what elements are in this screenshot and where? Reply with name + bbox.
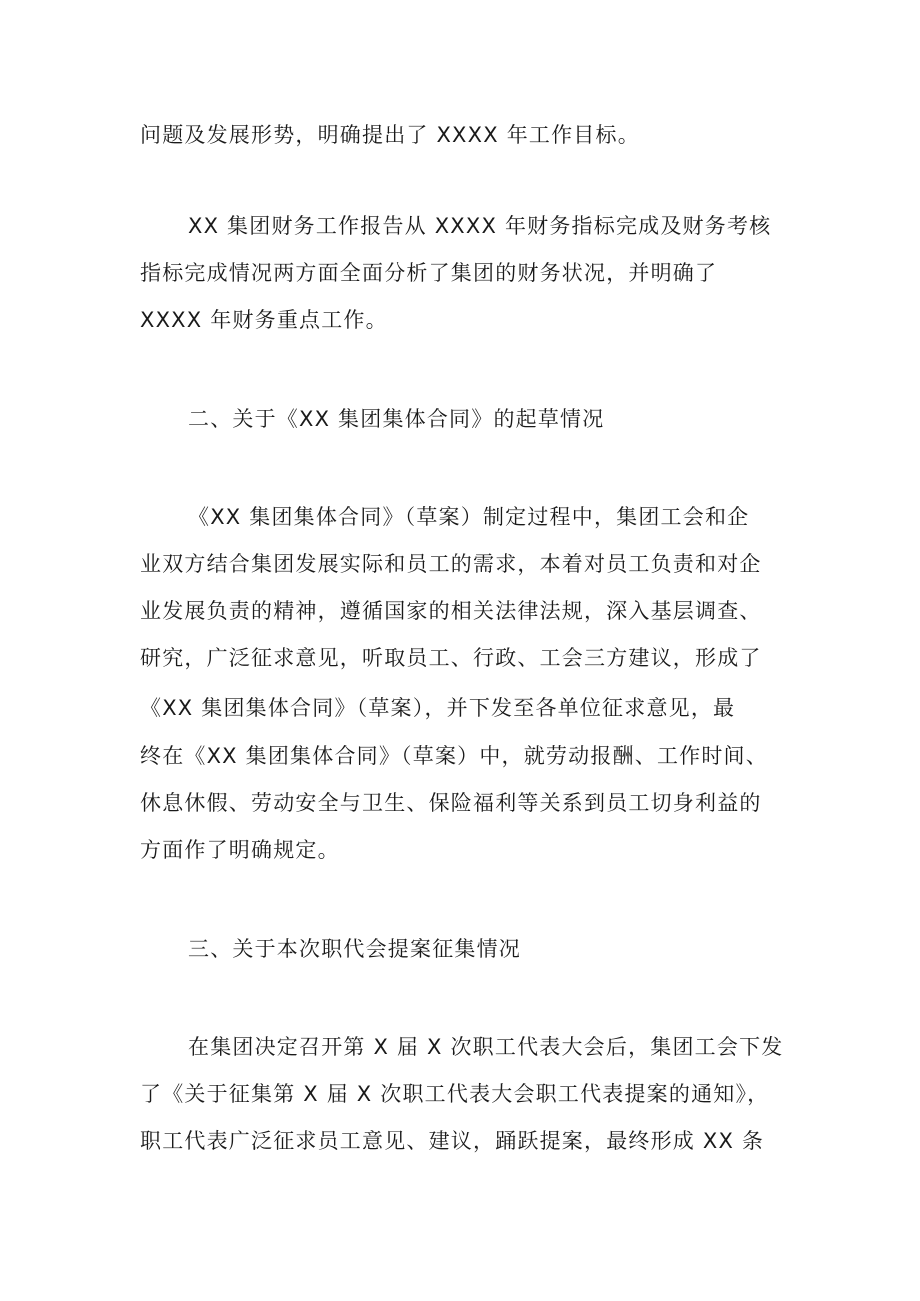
paragraph-line: 休息休假、劳动安全与卫生、保险福利等关系到员工切身利益的 — [140, 791, 762, 815]
paragraph-line: 《XX 集团集体合同》（草案），并下发至各单位征求意见，最 — [140, 696, 736, 720]
paragraph-line: 问题及发展形势，明确提出了 XXXX 年工作目标。 — [140, 123, 640, 147]
paragraph-line: XXXX 年财务重点工作。 — [140, 308, 388, 332]
paragraph-line: 指标完成情况两方面全面分析了集团的财务状况，并明确了 — [140, 261, 718, 285]
paragraph-line: 在集团决定召开第 X 届 X 次职工代表大会后，集团工会下发 — [188, 1035, 784, 1059]
paragraph-line: 终在《XX 集团集体合同》（草案）中，就劳动报酬、工作时间、 — [140, 744, 768, 768]
paragraph-line: 业双方结合集团发展实际和员工的需求，本着对员工负责和对企 — [140, 552, 762, 576]
section-heading: 二、关于《XX 集团集体合同》的起草情况 — [188, 407, 605, 431]
section-heading: 三、关于本次职代会提案征集情况 — [188, 937, 521, 961]
paragraph-line: XX 集团财务工作报告从 XXXX 年财务指标完成及财务考核 — [188, 214, 772, 238]
paragraph-line: 方面作了明确规定。 — [140, 838, 340, 862]
paragraph-line: 了《关于征集第 X 届 X 次职工代表大会职工代表提案的通知》， — [140, 1082, 770, 1106]
paragraph-line: 研究，广泛征求意见，听取员工、行政、工会三方建议，形成了 — [140, 646, 762, 670]
paragraph-line: 职工代表广泛征求员工意见、建议，踊跃提案，最终形成 XX 条 — [140, 1129, 765, 1153]
paragraph-line: 业发展负责的精神，遵循国家的相关法律法规，深入基层调查、 — [140, 599, 762, 623]
paragraph-line: 《XX 集团集体合同》（草案）制定过程中，集团工会和企 — [188, 505, 750, 529]
